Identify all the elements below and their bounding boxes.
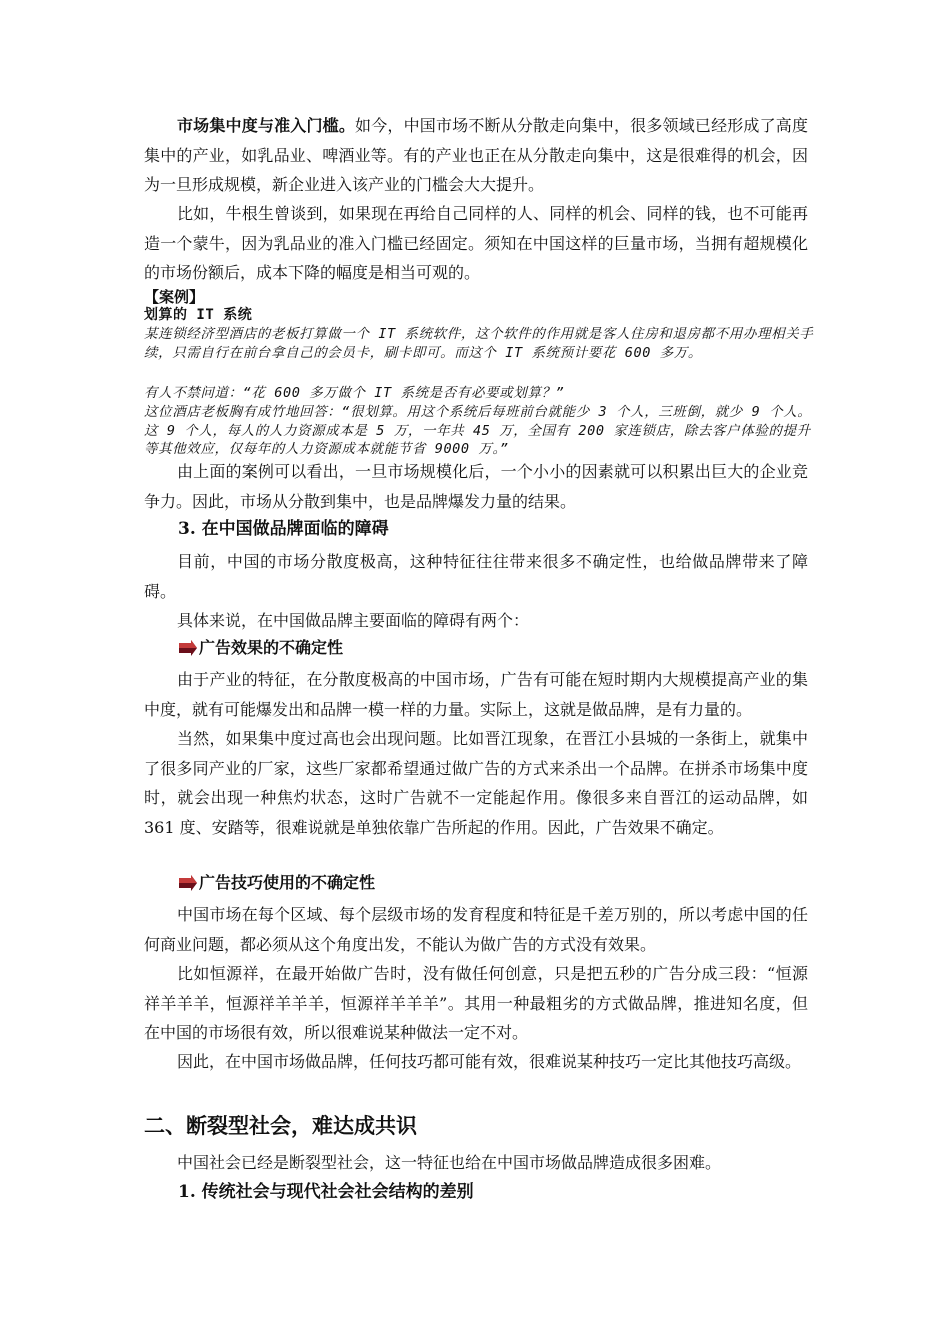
paragraph-market-concentration bbox=[144, 111, 808, 200]
paragraph-two-obstacles: 具体来说，在中国做品牌主要面临的障碍有两个： bbox=[177, 611, 530, 630]
paragraph-ad-technique-1: 中国市场在每个区域、每个层级市场的发育程度和特征是千差万别的，所以考虑中国的任何商业问题，都必须从这个角度出发，不能认为做广告的方式没有效果。 bbox=[144, 905, 808, 954]
lead-text: 如今，中国市场不断从分散走向集中，很多领域已经形成了高度集中的产业，如乳品业、啤酒业等。有的产业也正在从分散走向集中，这是很难得的机会，因为一旦形成规模，新企业进入该产业的门槛会大大提升。 bbox=[144, 116, 808, 194]
bullet-ad-technique-label: 广告技巧使用的不确定性 bbox=[199, 873, 376, 892]
case-title: 划算的 IT 系统 bbox=[144, 307, 253, 323]
arrow-bullet-icon bbox=[178, 875, 198, 891]
arrow-bullet-icon bbox=[178, 640, 198, 656]
paragraph-ad-effect-2: 当然，如果集中度过高也会出现问题。比如晋江现象，在晋江小县城的一条街上，就集中了很多同产业的厂家，这些厂家都希望通过做广告的方式来杀出一个品牌。在拼杀市场集中度时，就会出现一种焦灼状态，这时广告就不一定能起作用。像很多来自晋江的运动品牌，如 361 度、安踏等，很难说就是单独依靠广告所起的作用。因此，广告效果不确定。 bbox=[144, 729, 808, 837]
paragraph-obstacles-intro: 目前，中国的市场分散度极高，这种特征往往带来很多不确定性，也给做品牌带来了障碍。 bbox=[144, 552, 808, 601]
case-line-1: 某连锁经济型酒店的老板打算做一个 IT 系统软件，这个软件的作用就是客人住房和退房都不用办理相关手续，只需自行在前台拿自己的会员卡，刷卡即可。而这个 IT 系统预计要花 600 多万。 bbox=[144, 326, 814, 361]
bullet-ad-effect-label: 广告效果的不确定性 bbox=[199, 638, 344, 657]
case-label: 【案例】 bbox=[144, 288, 205, 306]
bullet-ad-technique bbox=[178, 871, 375, 895]
lead-bold: 市场集中度与准入门槛。 bbox=[177, 116, 356, 135]
subsection-heading-1: 1. 传统社会与现代社会社会结构的差别 bbox=[178, 1182, 474, 1202]
paragraph-ad-effect-1: 由于产业的特征，在分散度极高的中国市场，广告有可能在短时期内大规模提高产业的集中度，就有可能爆发出和品牌一模一样的力量。实际上，这就是做品牌，是有力量的。 bbox=[144, 670, 808, 719]
paragraph-ad-technique-2: 比如恒源祥，在最开始做广告时，没有做任何创意，只是把五秒的广告分成三段：“恒源祥羊羊羊，恒源祥羊羊羊，恒源祥羊羊羊”。其用一种最粗劣的方式做品牌，推进知名度，但在中国的市场很有效，所以很难说某种做法一定不对。 bbox=[144, 964, 808, 1042]
paragraph-ad-technique-3: 因此，在中国市场做品牌，任何技巧都可能有效，很难说某种技巧一定比其他技巧高级。 bbox=[177, 1052, 802, 1071]
paragraph-after-case: 由上面的案例可以看出，一旦市场规模化后，一个小小的因素就可以积累出巨大的企业竞争力。因此，市场从分散到集中，也是品牌爆发力量的结果。 bbox=[144, 462, 808, 511]
section-heading-3: 3. 在中国做品牌面临的障碍 bbox=[178, 519, 389, 539]
paragraph-niu-gensheng: 比如，牛根生曾谈到，如果现在再给自己同样的人、同样的机会、同样的钱，也不可能再造一个蒙牛，因为乳品业的准入门槛已经固定。须知在中国这样的巨量市场，当拥有超规模化的市场份额后，成本下降的幅度是相当可观的。 bbox=[144, 204, 808, 282]
part-heading-2: 二、断裂型社会，难达成共识 bbox=[144, 1113, 417, 1138]
case-line-3: 这位酒店老板胸有成竹地回答：“很划算。用这个系统后每班前台就能少 3 个人，三班倒，就少 9 个人。这 9 个人，每人的人力资源成本是 5 万，一年共 45 万，全国有 200 家连锁店，除去客户体验的提升等其他效应，仅每年的人力资源成本就能节省 9000 万。” bbox=[144, 404, 812, 458]
paragraph-fractured-society: 中国社会已经是断裂型社会，这一特征也给在中国市场做品牌造成很多困难。 bbox=[177, 1153, 722, 1172]
bullet-ad-effect bbox=[178, 636, 343, 660]
case-line-2: 有人不禁问道：“花 600 多万做个 IT 系统是否有必要或划算？” bbox=[144, 385, 565, 401]
